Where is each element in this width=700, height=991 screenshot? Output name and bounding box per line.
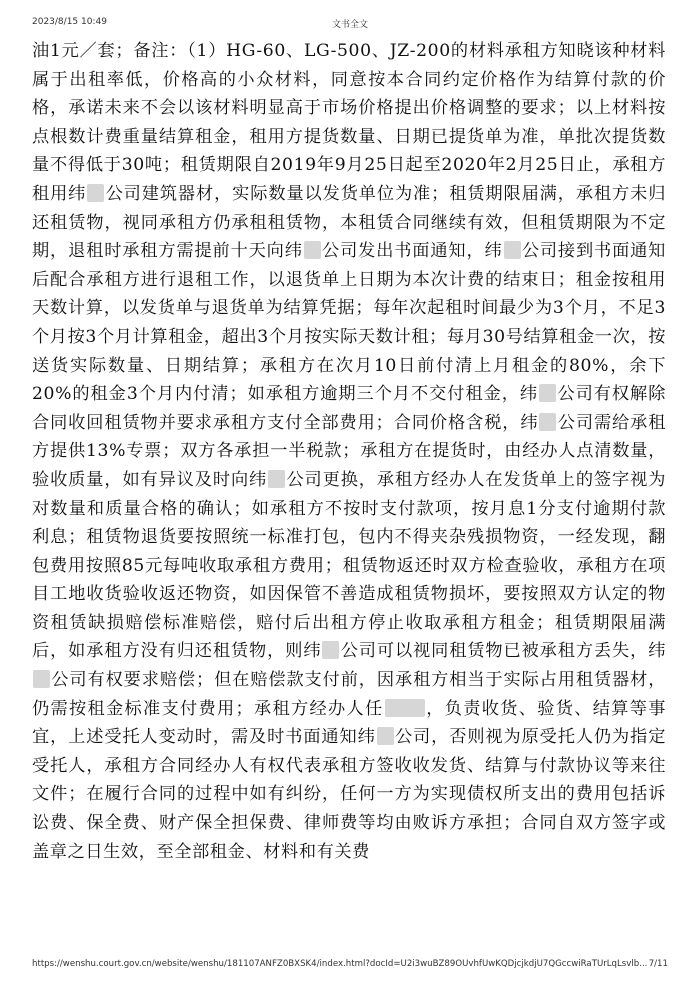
text-segment: 油1元／套；备注：（1）HG-60、LG-500、JZ-200的材料承租方知晓该种材料属于出租率低，价格高的小众材料，同意按本合同约定价格作为结算付款的价格，承诺未来不会以该材料明显高于市场价格提出价格调整的要求；以上材料按点根数计费重量结算租金，租用方提货数量、日期已提货单为准，单批次提货数量不得低于30吨；租赁期限自2019年9月25日起至2020年2月25日止，承租方租用纬 bbox=[32, 41, 666, 204]
text-segment: 公司更换，承租方经办人在发货单上的签字视为对数量和质量合格的确认；如承租方不按时支付款项，按月息1分支付逾期付款利息；租赁物退货要按照统一标准打包，包内不得夹杂残损物资，一经发现，翻包费用按照85元每吨收取承租方费用；租赁物返还时双方检查验收，承租方在项目工地收货验收返还物资，如因保管不善造成租赁物损坏，要按照双方认定的物资租赁缺损赔偿标准赔偿，赔付后出租方停止收取承租方租金；租赁期限届满后，如承租方没有归还租赁物，则纬 bbox=[32, 469, 666, 662]
page-url: https://wenshu.court.gov.cn/website/wenshu/181107ANFZ0BXSK4/index.html?docId=U2i3wuBZ89OUvhfUwKQDjcjkdjU7QGccwiRaTUrLqLsvlb... bbox=[32, 959, 648, 969]
text-segment: 公司，否则视为原受托人仍为指定受托人，承租方合同经办人有权代表承租方签收收发货、结算与付款协议等来往文件；在履行合同的过程中如有纠纷，任何一方为实现债权所支出的费用包括诉讼费、保全费、财产保全担保费、律师费等均由败诉方承担；合同自双方签字或盖章之日生效，至全部租金、材料和有关费 bbox=[32, 727, 666, 862]
print-footer bbox=[32, 959, 668, 973]
text-segment: 公司接到书面通知后配合承租方进行退租工作，以退货单上日期为本次计费的结束日；租金按租用天数计算，以发货单与退货单为结算凭据；每年次起租时间最少为3个月，不足3个月按3个月计算租金，超出3个月按实际天数计租；每月30号结算租金一次，按送货实际数量、日期结算；承租方在次月10日前付清上月租金的80%，余下20%的租金3个月内付清；如承租方逾期三个月不交付租金，纬 bbox=[32, 241, 666, 405]
redaction-block bbox=[377, 727, 394, 745]
text-segment: 公司有权解除合同收回租赁物并要求承租方支付全部费用；合同价格含税，纬 bbox=[32, 384, 666, 433]
redaction-block bbox=[304, 241, 321, 259]
print-datetime: 2023/8/15 10:49 bbox=[32, 17, 107, 27]
redaction-block bbox=[539, 384, 556, 402]
text-segment: 公司需给承租方提供13%专票；双方各承担一半税款；承租方在提货时，由经办人点清数量，验收质量，如有异议及时向纬 bbox=[32, 412, 666, 490]
page-number: 7/11 bbox=[648, 959, 668, 969]
redaction-block bbox=[504, 241, 521, 259]
text-segment: 公司建筑器材，实际数量以发货单位为准；租赁期限届满，承租方未归还租赁物，视同承租方仍承租租赁物，本租赁合同继续有效，但租赁期限为不定期，退租时承租方需提前十天向纬 bbox=[32, 183, 666, 262]
redaction-block bbox=[268, 470, 285, 488]
document-body bbox=[32, 37, 666, 866]
text-segment: ，负责收货、验货、结算等事宜，上述受托人变动时，需及时书面通知纬 bbox=[32, 698, 666, 748]
redaction-block bbox=[539, 413, 556, 431]
text-segment: 公司发出书面通知，纬 bbox=[321, 241, 503, 262]
text-segment: 公司可以视同租赁物已被承租方丢失，纬 bbox=[340, 641, 666, 662]
redaction-block bbox=[322, 641, 339, 659]
body-paragraph bbox=[32, 37, 666, 866]
redaction-block bbox=[33, 670, 50, 688]
redaction-block bbox=[87, 184, 104, 202]
text-segment: 公司有权要求赔偿；但在赔偿款支付前，因承租方相当于实际占用租赁器材，仍需按租金标准支付费用；承租方经办人任 bbox=[32, 670, 666, 719]
print-header bbox=[32, 17, 668, 31]
document-title: 文书全文 bbox=[331, 20, 368, 30]
redaction-block bbox=[385, 699, 425, 717]
